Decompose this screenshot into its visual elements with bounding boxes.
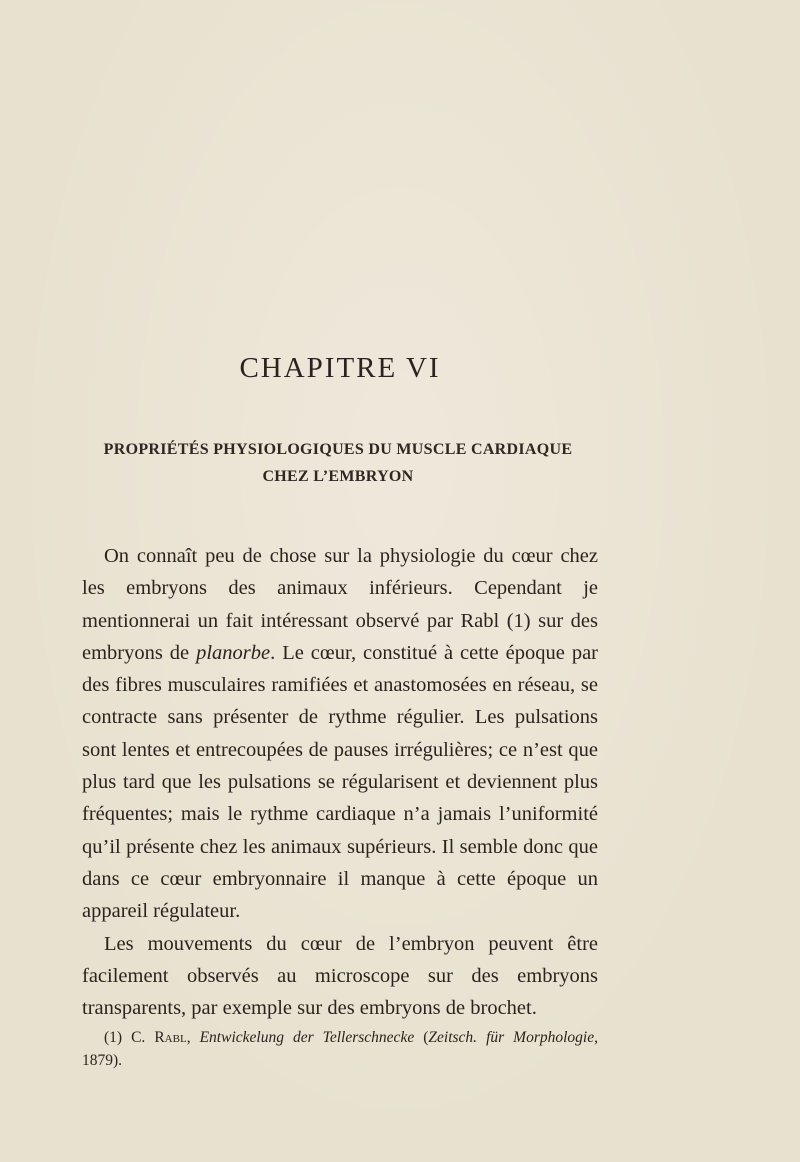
footnote-work: Entwickelung der Tellerschnecke xyxy=(199,1029,415,1046)
footnote-open: ( xyxy=(414,1029,429,1046)
paragraph-1 xyxy=(82,540,598,928)
body-text xyxy=(82,540,598,1024)
footnote-marker: (1) C. xyxy=(104,1029,155,1046)
paragraph-2: Les mouvements du cœur de l’embryon peuvent être facilement observés au microscope sur des embryons transparents, par exemple sur des embryons de brochet. xyxy=(82,932,598,1020)
section-title-line-1: PROPRIÉTÉS PHYSIOLOGIQUES DU MUSCLE CARDIAQUE xyxy=(103,441,573,458)
footnote-journal: Zeitsch. für Morphologie xyxy=(428,1029,595,1046)
footnote-author: Rabl xyxy=(154,1029,187,1046)
footnote xyxy=(82,1026,598,1072)
section-title-line-2: CHEZ L’EMBRYON xyxy=(262,468,414,485)
footnote-close: , 1879). xyxy=(82,1029,598,1069)
footnote-sep: , xyxy=(186,1029,200,1046)
paragraph-1-italic: planorbe xyxy=(196,641,271,664)
paragraph-1-part-1: On connaît peu de chose sur la physiologie du cœur chez les embryons des animaux inférieurs. Cependant je mentionnerai un fait intéressant observé par Rabl (1) sur des embryons de xyxy=(82,545,598,664)
chapter-title: CHAPITRE VI xyxy=(239,352,441,384)
paragraph-1-part-2: . Le cœur, constitué à cette époque par des fibres musculaires ramifiées et anastomosées en réseau, se contracte sans présenter de rythme régulier. Les pulsations sont lentes et entrecoupées de pauses irrégulières; ce n’est que plus tard que les pulsations se régularisent et deviennent plus fréquentes; mais le rythme cardiaque n’a jamais l’uniformité qu’il présente chez les animaux supérieurs. Il semble donc que dans ce cœur embryonnaire il manque à cette époque un appareil régulateur. xyxy=(82,641,599,923)
